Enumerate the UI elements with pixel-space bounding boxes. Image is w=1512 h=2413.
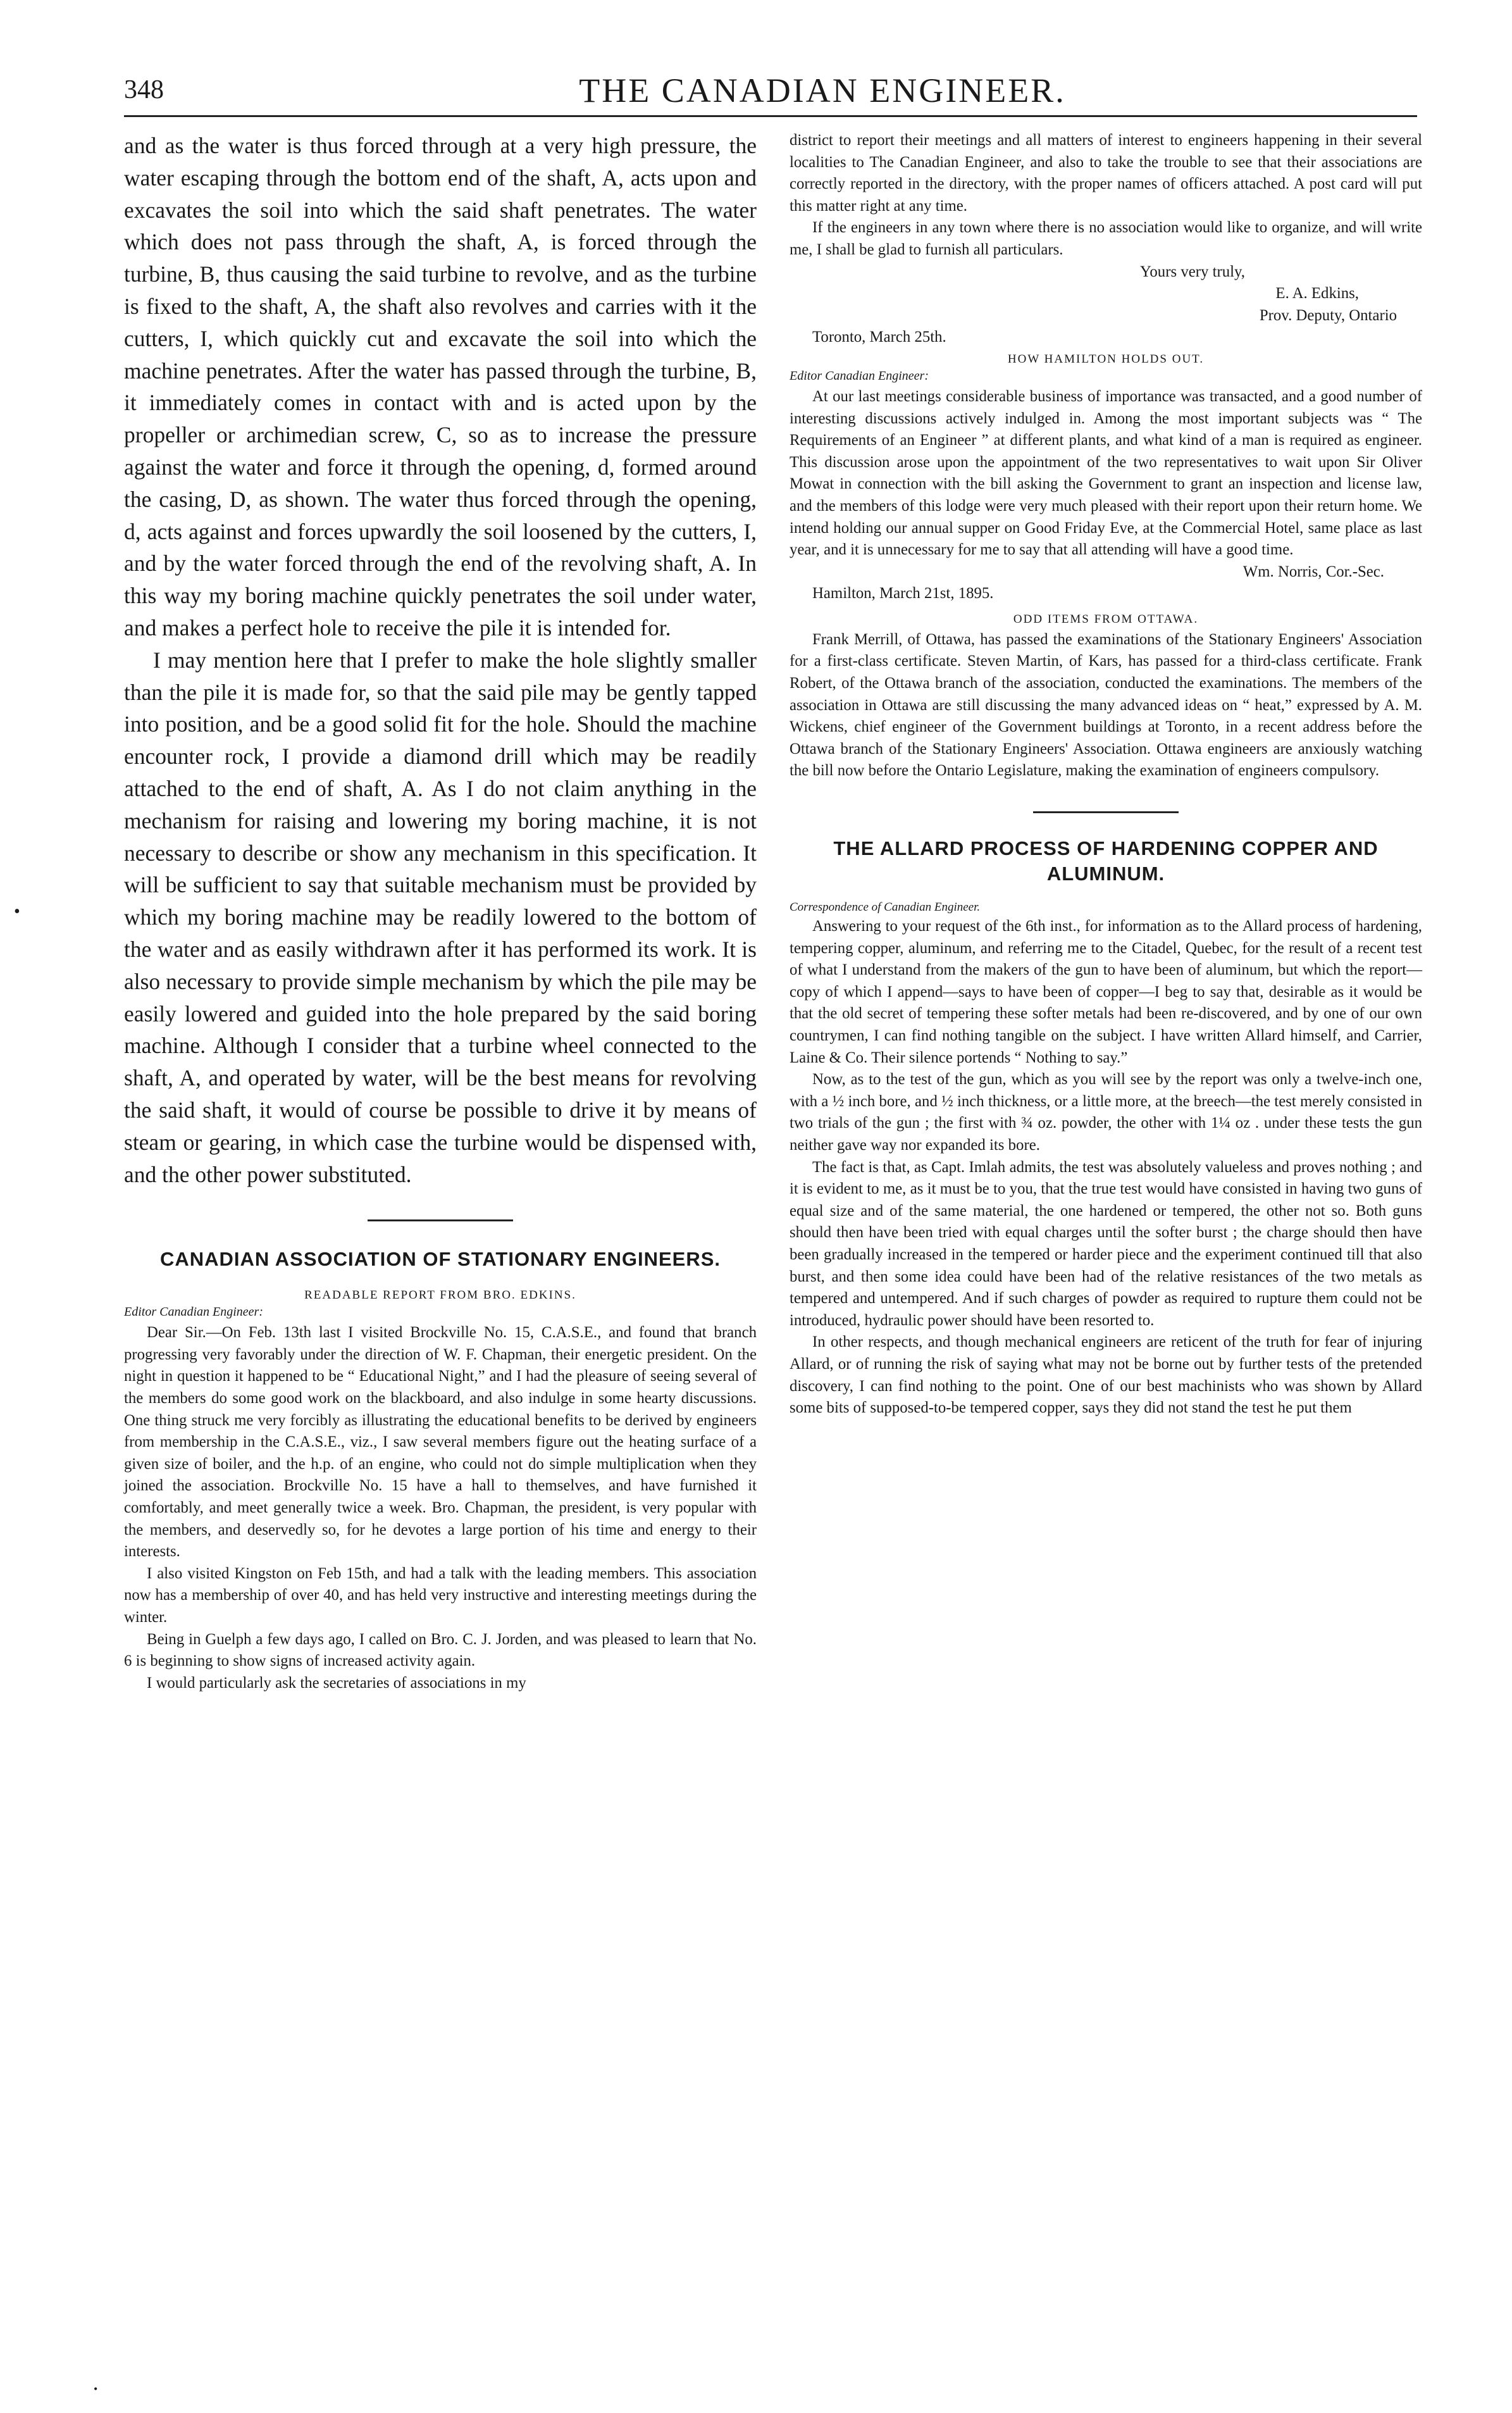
article-paragraph: I may mention here that I prefer to make the hole slightly smaller than the pile it is made for, so that the said pile may be gently tapped into position, and be a good solid fit for the hole. Should the machine encounter rock, I provide a diamond drill which may be readily attached to the end of shaft, A. As I do not claim anything in the mechanism for raising and lowering my boring machine, it is not necessary to describe or show any mechanism in this specification. It will be sufficient to say that suitable mechanism must be provided by which my boring machine may be readily lowered to the bottom of the water and as easily withdrawn after it has performed its work. It is also necessary to provide simple mechanism by which the pile may be easily lowered and guided into the hole prepared by the said boring machine. Although I consider that a turbine wheel connected to the shaft, A, and operated by water, will be the best means for revolving the said shaft, it would of course be possible to drive it by means of steam or gearing, in which case the turbine would be dispensed with, and the other power substituted.	[124, 647, 757, 1187]
article-paragraph: In other respects, and though mechanical engineers are reticent of the truth for fear of injuring Allard, or of running the risk of saying what may not be borne out by further tests of the pretended discovery, I can find nothing to the point. One of our best machinists who was shown by Allard some bits of supposed-to-be tempered copper, says they did not stand the test he put them	[790, 1333, 1422, 1417]
margin-dot: •	[14, 902, 20, 921]
article-paragraph: and as the water is thus forced through at a very high pressure, the water escaping through the bottom end of the shaft, A, acts upon and excavates the soil into which the said shaft penetrates. The water which does not pass through the shaft, A, is forced through the turbine, B, thus causing the said turbine to revolve, and as the turbine is fixed to the shaft, A, the shaft also revolves and carries with it the cutters, I, which quickly cut and excavate the soil into which the machine penetrates. After the water has passed through the turbine, B, it immediately comes in contact with and is acted upon by the propeller or archimedian screw, C, so as to increase the pressure against the water and force it through the opening, d, formed around the casing, D, as shown. The water thus forced through the opening, d, acts against and forces upwardly the soil loosened by the cutters, I, and by the water forced through the end of the revolving shaft, A. In this way my boring machine quickly penetrates the soil under water, and makes a perfect hole to receive the pile it is intended for.	[124, 133, 757, 640]
ottawa-heading: ODD ITEMS FROM OTTAWA.	[1013, 612, 1199, 626]
section-subhead: READABLE REPORT FROM BRO. EDKINS.	[304, 1288, 576, 1302]
right-column	[790, 130, 1422, 1419]
report-paragraph: I would particularly ask the secretaries of associations in my	[147, 1674, 526, 1692]
section-title: CANADIAN ASSOCIATION OF STATIONARY ENGINEERS.	[159, 1248, 721, 1271]
editor-line: Editor Canadian Engineer:	[790, 368, 929, 383]
hamilton-signature: Wm. Norris, Cor.-Sec.	[1242, 563, 1384, 580]
report-paragraph: Dear Sir.—On Feb. 13th last I visited Brockville No. 15, C.A.S.E., and found that branch progressing very favorably under the direction of W. F. Chapman, their energetic president. On the night in question it happened to be “ Educational Night,” and I had the pleasure of seeing several of the members do some good work on the blackboard, and also indulge in some hearty discussions. One thing struck me very forcibly as illustrating the educational benefits to be derived by engineers from membership in the C.A.S.E., viz., I saw several members figure out the heating surface of a given size of boiler, and the h.p. of an engine, who could not do simple multiplication when they joined the association. Brockville No. 15 have a hall to themselves, and have furnished it comfortably, and meet generally twice a week. Bro. Chapman, the president, is very popular with the members, and deservedly so, for he devotes a large portion of his time and energy to their interests.	[124, 1324, 757, 1561]
hamilton-place-date: Hamilton, March 21st, 1895.	[812, 585, 994, 602]
page-number: 348	[124, 75, 164, 104]
margin-dot: •	[94, 2383, 98, 2395]
edkins-report-continued	[790, 130, 1422, 349]
left-column	[124, 130, 757, 1694]
hamilton-report	[790, 386, 1422, 605]
article-paragraph: The fact is that, as Capt. Imlah admits, the test was absolutely valueless and proves nothing ; and it is evident to me, as it must be to you, that the true test would have consisted in having two guns of equal size and of the same material, the one hardened or tempered, the other not so. Both guns should then have been tried with equal charges until the softer burst ; the charge should then have been gradually increased in the tempered or harder piece and the experiment continued till that also burst, and then some idea could have been had of the relative resistances of the two metals as tempered and untempered. And if such charges of powder as required to rupture them could not be introduced, hydraulic power should have been resorted to.	[790, 1158, 1422, 1329]
boring-machine-article	[124, 130, 757, 1190]
article-paragraph: Answering to your request of the 6th inst., for information as to the Allard process of hardening, tempering copper, aluminum, and referring me to the Citadel, Quebec, for the result of a recent test of what I understand from the makers of the gun to have been of aluminum, but which the report—copy of which I append—says to have been of copper—I beg to say that, desirable as it would be that the old secret of tempering these softer metals had been re-discovered, and by one of our own countrymen, I can find nothing tangible on the subject. I have written Allard himself, and Carrier, Laine & Co. Their silence portends “ Nothing to say.”	[790, 918, 1422, 1066]
letter-signature: E. A. Edkins,	[1275, 285, 1359, 302]
article-paragraph: Now, as to the test of the gun, which as you will see by the report was only a twelve-inch one, with a ½ inch bore, and ½ inch thickness, or a little more, at the breech—the test merely consisted in two trials of the gun ; the first with ¾ oz. powder, the other with 1¼ oz . under these tests the gun neither gave way nor expanded its bore.	[790, 1071, 1422, 1154]
ottawa-items	[790, 629, 1422, 782]
report-paragraph: At our last meetings considerable business of importance was transacted, and a good number of interesting discussions actively indulged in. Among the most important subjects was “ The Requirements of an Engineer ” at different plants, and what kind of a man is required as engineer. This discussion arose upon the appointment of the two representatives to wait upon Sir Oliver Mowat in connection with the bill asking the Government to grant an inspection and license law, and the members of this lodge were very much pleased with their report upon their return home. We intend holding our annual supper on Good Friday Eve, at the Commercial Hotel, same place as last year, and it is unnecessary for me to say that all attending will have a good time.	[790, 387, 1422, 559]
report-paragraph: Being in Guelph a few days ago, I called on Bro. C. J. Jorden, and was pleased to learn that No. 6 is beginning to show signs of increased activity again.	[124, 1630, 757, 1670]
report-paragraph: district to report their meetings and all matters of interest to engineers happening in their several localities to The Canadian Engineer, and also to take the trouble to see that their associations are correctly reported in the directory, with the proper names of officers attached. A post card will put this matter right at any time.	[790, 132, 1422, 215]
correspondence-line: Correspondence of Canadian Engineer.	[790, 901, 981, 914]
editor-line: Editor Canadian Engineer:	[124, 1305, 263, 1319]
letter-closing: Yours very truly,	[1139, 263, 1245, 280]
header-rule	[124, 115, 1417, 117]
report-paragraph: I also visited Kingston on Feb 15th, and had a talk with the leading members. This association now has a membership of over 40, and has held very instructive and interesting meetings during the winter.	[124, 1564, 757, 1626]
letter-place-date: Toronto, March 25th.	[812, 328, 946, 346]
report-paragraph: Frank Merrill, of Ottawa, has passed the examinations of the Stationary Engineers' Association for a first-class certificate. Steven Martin, of Kars, has passed for a third-class certificate. Frank Robert, of the Ottawa branch of the association, conducted the examinations. The members of the association in Ottawa are still discussing the many advanced ideas on “ heat,” expressed by A. M. Wickens, chief engineer of the Government buildings at Toronto, in a recent address before the Ottawa branch of the Stationary Engineers' Association. Ottawa engineers are anxiously watching the bill now before the Ontario Legislature, making the examination of engineers compulsory.	[790, 630, 1422, 780]
hamilton-heading: HOW HAMILTON HOLDS OUT.	[1007, 352, 1205, 366]
report-paragraph: If the engineers in any town where there is no association would like to organize, and will write me, I shall be glad to furnish all particulars.	[790, 219, 1422, 258]
edkins-report	[124, 1322, 757, 1694]
running-head: THE CANADIAN ENGINEER.	[579, 72, 1066, 109]
allard-title: THE ALLARD PROCESS OF HARDENING COPPER AND ALUMINUM.	[833, 837, 1379, 885]
allard-article	[790, 916, 1422, 1419]
letter-signature-title: Prov. Deputy, Ontario	[1259, 306, 1397, 324]
